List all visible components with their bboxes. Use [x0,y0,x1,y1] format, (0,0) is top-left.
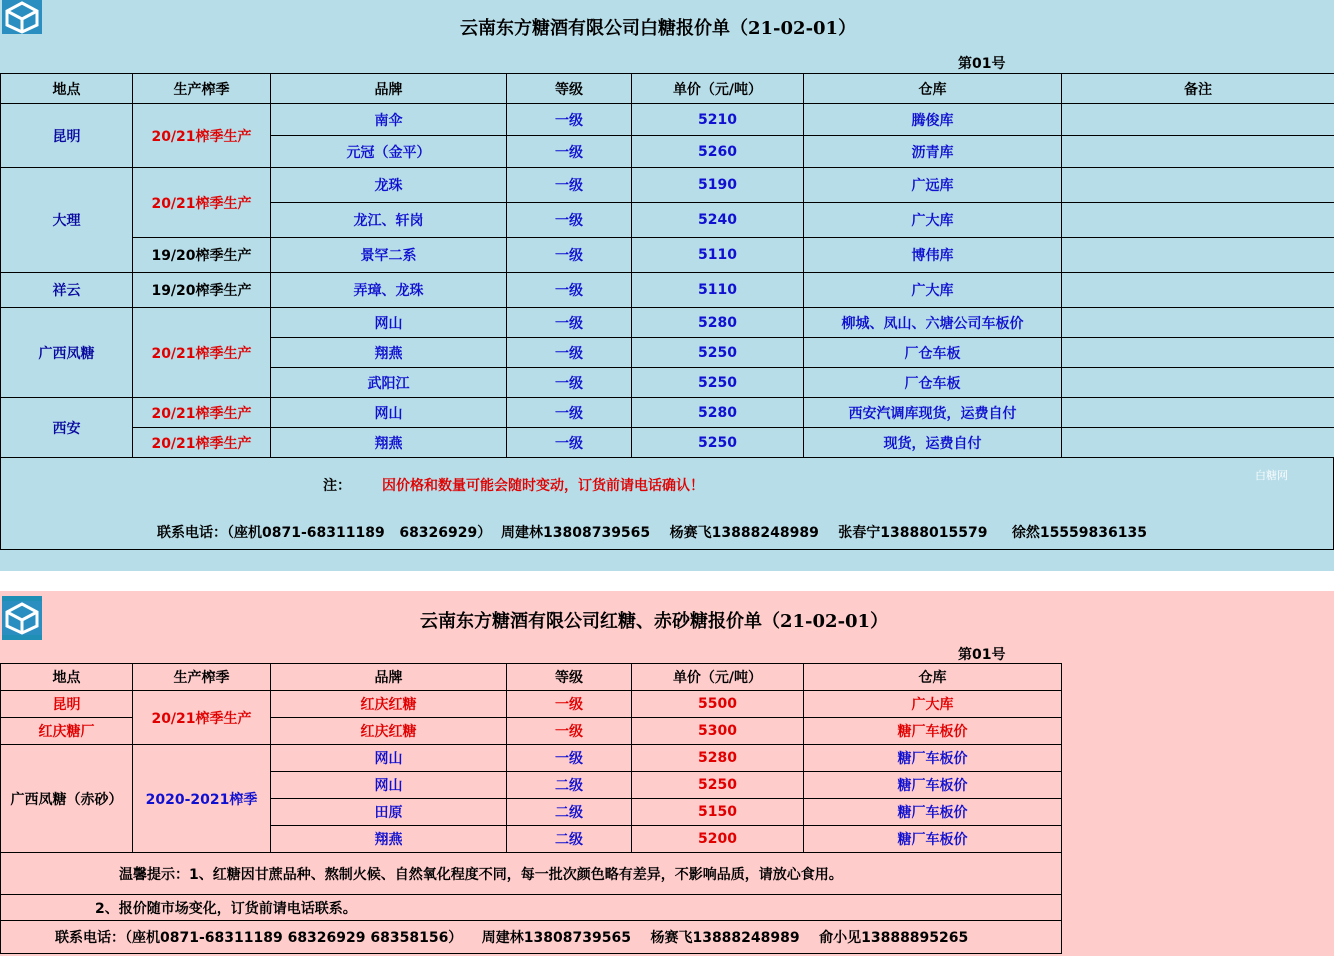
store-cell: 糖厂车板价 [804,826,1062,853]
store-cell: 沥青库 [804,136,1062,168]
brand-cell: 龙江、轩岗 [271,203,507,238]
table-header-row [1,74,1334,104]
price-cell: 5190 [632,168,804,203]
page-title: 云南东方糖酒有限公司红糖、赤砂糖报价单（21-02-01） [420,611,889,632]
tip-two: 2、报价随市场变化，订货前请电话联系。 [1,895,1062,921]
table-header-row [1,664,1062,691]
grade-cell: 二级 [507,826,632,853]
white-sugar-table [0,73,1334,458]
store-cell: 糖厂车板价 [804,799,1062,826]
grade-cell: 一级 [507,308,632,338]
header-cell: 生产榨季 [133,664,271,691]
remark-cell [1062,428,1334,458]
store-cell: 现货，运费自付 [804,428,1062,458]
store-cell: 腾俊库 [804,104,1062,136]
price-cell: 5240 [632,203,804,238]
contact-line: 联系电话：（座机0871-68311189 68326929 68358156） 周建林13808739565 杨赛飞13888248989 俞小见13888895265 [1,921,1062,954]
grade-cell: 一级 [507,338,632,368]
table-row [1,168,1334,203]
price-cell: 5250 [632,368,804,398]
place-cell: 大理 [1,168,133,273]
table-row [1,238,1334,273]
tip-one: 温馨提示：1、红糖因甘蔗品种、熬制火候、自然氧化程度不同，每一批次颜色略有差异，不影响品质，请放心食用。 [1,853,1062,895]
remark-cell [1062,368,1334,398]
company-logo-icon [2,596,42,640]
remark-cell [1062,168,1334,203]
grade-cell: 一级 [507,104,632,136]
grade-cell: 一级 [507,273,632,308]
doc-number: 第01号 [958,56,1006,72]
brand-cell: 翔燕 [271,338,507,368]
store-cell: 西安汽调库现货，运费自付 [804,398,1062,428]
header-cell: 仓库 [804,664,1062,691]
price-cell: 5110 [632,273,804,308]
table-row [1,273,1334,308]
store-cell: 厂仓车板 [804,368,1062,398]
note-label: 注： [323,478,351,494]
table-row [1,398,1334,428]
header-cell: 等级 [507,664,632,691]
season-cell: 20/21榨季生产 [133,104,271,168]
season-cell: 20/21榨季生产 [133,308,271,398]
season-cell: 19/20榨季生产 [133,273,271,308]
note-text: 因价格和数量可能会随时变动，订货前请电话确认！ [382,478,704,494]
remark-cell [1062,136,1334,168]
grade-cell: 一级 [507,168,632,203]
header-cell: 生产榨季 [133,74,271,104]
store-cell: 博伟库 [804,238,1062,273]
grade-cell: 一级 [507,203,632,238]
doc-number: 第01号 [958,647,1006,663]
brand-cell: 田原 [271,799,507,826]
price-cell: 5260 [632,136,804,168]
brand-cell: 网山 [271,308,507,338]
place-cell: 昆明 [1,691,133,718]
price-cell: 5250 [632,772,804,799]
place-cell: 红庆糖厂 [1,718,133,745]
table-row [1,308,1334,338]
company-logo-icon [2,0,42,34]
table-row [1,745,1062,772]
price-cell: 5250 [632,428,804,458]
contact-line: 联系电话：（座机0871-68311189 68326929） 周建林13808739565 杨赛飞13888248989 张春宁13888015579 徐然15559836135 [157,525,1147,541]
store-cell: 柳城、凤山、六塘公司车板价 [804,308,1062,338]
brand-cell: 南伞 [271,104,507,136]
grade-cell: 一级 [507,428,632,458]
grade-cell: 一级 [507,745,632,772]
brand-cell: 网山 [271,398,507,428]
grade-cell: 一级 [507,718,632,745]
store-cell: 广大库 [804,691,1062,718]
brand-cell: 网山 [271,745,507,772]
grade-cell: 一级 [507,238,632,273]
remark-cell [1062,104,1334,136]
place-cell: 西安 [1,398,133,458]
store-cell: 糖厂车板价 [804,718,1062,745]
grade-cell: 一级 [507,691,632,718]
price-cell: 5200 [632,826,804,853]
tip-row [1,853,1062,895]
store-cell: 糖厂车板价 [804,745,1062,772]
place-cell: 广西凤糖 [1,308,133,398]
price-cell: 5300 [632,718,804,745]
price-cell: 5280 [632,308,804,338]
price-cell: 5500 [632,691,804,718]
header-cell: 单价（元/吨） [632,74,804,104]
brand-cell: 元冠（金平） [271,136,507,168]
header-cell: 品牌 [271,74,507,104]
place-cell: 广西凤糖（赤砂） [1,745,133,853]
grade-cell: 二级 [507,772,632,799]
watermark: 白糖网 [1255,469,1288,482]
table-row [1,691,1062,718]
header-cell: 等级 [507,74,632,104]
store-cell: 广大库 [804,273,1062,308]
remark-cell [1062,273,1334,308]
red-sugar-section [0,591,1334,956]
header-cell: 单价（元/吨） [632,664,804,691]
table-row [1,104,1334,136]
season-cell: 2020-2021榨季 [133,745,271,853]
price-cell: 5150 [632,799,804,826]
grade-cell: 一级 [507,136,632,168]
price-cell: 5210 [632,104,804,136]
price-cell: 5110 [632,238,804,273]
brand-cell: 景罕二系 [271,238,507,273]
header-cell: 地点 [1,664,133,691]
place-cell: 祥云 [1,273,133,308]
remark-cell [1062,308,1334,338]
grade-cell: 二级 [507,799,632,826]
season-cell: 20/21榨季生产 [133,168,271,238]
remark-cell [1062,203,1334,238]
season-cell: 20/21榨季生产 [133,691,271,745]
brand-cell: 翔燕 [271,428,507,458]
header-cell: 仓库 [804,74,1062,104]
tip-row [1,895,1062,921]
price-cell: 5280 [632,745,804,772]
remark-cell [1062,398,1334,428]
store-cell: 广远库 [804,168,1062,203]
remark-cell [1062,238,1334,273]
brand-cell: 网山 [271,772,507,799]
price-cell: 5250 [632,338,804,368]
store-cell: 广大库 [804,203,1062,238]
price-cell: 5280 [632,398,804,428]
store-cell: 厂仓车板 [804,338,1062,368]
page-title: 云南东方糖酒有限公司白糖报价单（21-02-01） [460,18,857,39]
brand-cell: 龙珠 [271,168,507,203]
brand-cell: 红庆红糖 [271,718,507,745]
brand-cell: 弄璋、龙珠 [271,273,507,308]
season-cell: 19/20榨季生产 [133,238,271,273]
contact-row [1,921,1062,954]
season-cell: 20/21榨季生产 [133,428,271,458]
header-cell: 备注 [1062,74,1334,104]
header-cell: 地点 [1,74,133,104]
place-cell: 昆明 [1,104,133,168]
brand-cell: 翔燕 [271,826,507,853]
grade-cell: 一级 [507,368,632,398]
brand-cell: 武阳江 [271,368,507,398]
brand-cell: 红庆红糖 [271,691,507,718]
table-row [1,428,1334,458]
season-cell: 20/21榨季生产 [133,398,271,428]
grade-cell: 一级 [507,398,632,428]
red-sugar-table [0,663,1062,954]
remark-cell [1062,338,1334,368]
header-cell: 品牌 [271,664,507,691]
store-cell: 糖厂车板价 [804,772,1062,799]
